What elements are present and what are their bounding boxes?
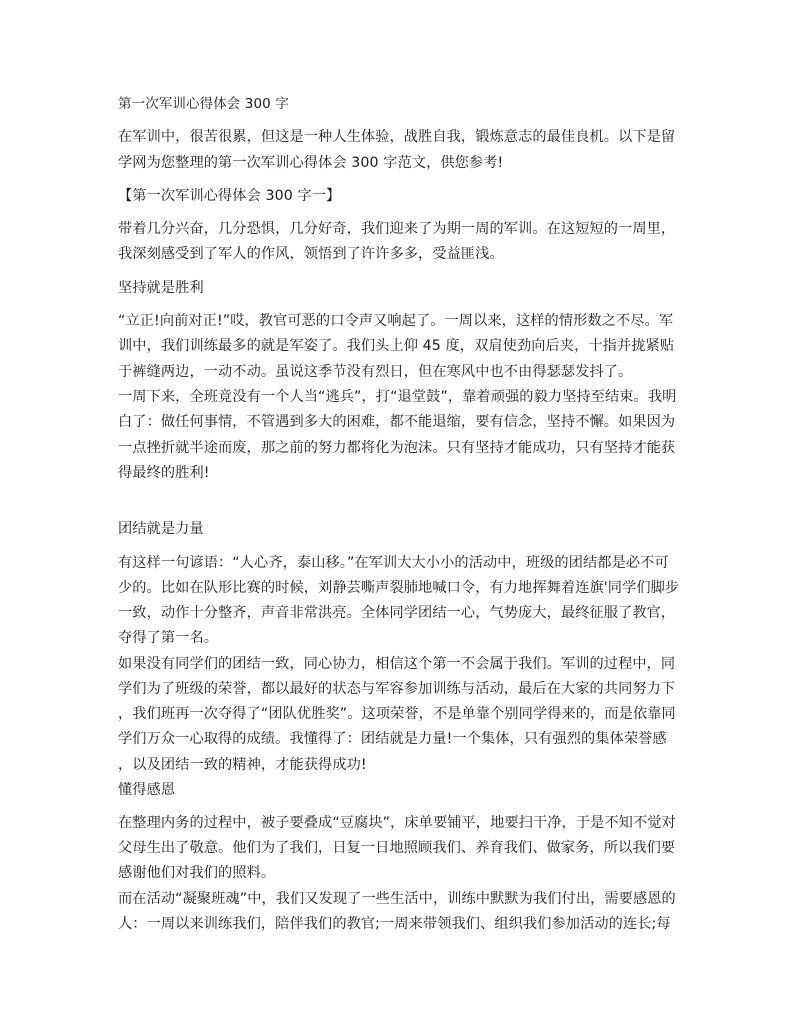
heading-unity: 团结就是力量 [118, 521, 204, 537]
para4-line-3: 一致，动作十分整齐，声音非常洪亮。全体同学团结一心，气势庞大，最终征服了教官， [118, 605, 676, 621]
para4-line-2: 少的。比如在队形比赛的时候，刘静芸嘶声裂肺地喊口令，有力地挥舞着连旗'同学们脚步 [118, 580, 680, 596]
para2-line-3: 于裤缝两边，一动不动。虽说这季节没有烈日，但在寒风中也不由得瑟瑟发抖了。 [118, 364, 633, 380]
para5-line-5: ，以及团结一致的精神，才能获得成功! [118, 757, 367, 773]
para1-line-1: 带着几分兴奋，几分恐惧，几分好奇，我们迎来了为期一周的军训。在这短短的一周里， [118, 221, 676, 237]
para3-line-4: 得最终的胜利! [118, 465, 210, 481]
heading-persistence: 坚持就是胜利 [118, 280, 204, 296]
para2-line-2: 训中，我们训练最多的就是军姿了。我们头上仰 45 度，双肩使劲向后夹，十指并拢紧贴 [118, 338, 675, 354]
para1-line-2: 我深刻感受到了军人的作风，领悟到了许许多多，受益匪浅。 [118, 246, 504, 262]
para7-line-1: 而在活动“凝聚班魂”中，我们又发现了一些生活中，训练中默默为我们付出，需要感恩的 [118, 891, 676, 907]
para6-line-3: 感谢他们对我们的照料。 [118, 865, 276, 881]
intro-line-2: 学网为您整理的第一次军训心得体会 300 字范文，供您参考! [118, 155, 504, 171]
para4-line-4: 夺得了第一名。 [118, 630, 219, 646]
para6-line-2: 父母生出了敬意。他们为了我们，日复一日地照顾我们、养育我们、做家务，所以我们要 [118, 840, 676, 856]
document-title: 第一次军训心得体会 300 字 [118, 96, 289, 112]
para5-line-2: 学们为了班级的荣誉，都以最好的状态与军容参加训练与活动，最后在大家的共同努力下 [118, 681, 676, 697]
intro-line-1: 在军训中，很苦很累，但这是一种人生体验，战胜自我，锻炼意志的最佳良机。以下是留 [118, 129, 676, 145]
para3-line-1: 一周下来，全班竟没有一个人当“逃兵”，打“退堂鼓”，靠着顽强的毅力坚持至结束。我明 [118, 389, 677, 405]
para2-line-1: “立正!向前对正!”哎，教官可恶的口令声又响起了。一周以来，这样的情形数之不尽。军 [118, 313, 674, 329]
para7-line-2: 人：一周以来训练我们，陪伴我们的教官;一周来带领我们、组织我们参加活动的连长;每 [118, 916, 671, 932]
para5-line-4: 学们万众一心取得的成绩。我懂得了：团结就是力量!一个集体，只有强烈的集体荣誉感 [118, 731, 667, 747]
section-title: 【第一次军训心得体会 300 字一】 [118, 188, 341, 204]
para6-line-1: 在整理内务的过程中，被子要叠成“豆腐块”，床单要铺平，地要扫干净，于是不知不觉对 [118, 815, 676, 831]
para3-line-2: 白了：做任何事情，不管遇到多大的困难，都不能退缩，要有信念，坚持不懈。如果因为 [118, 414, 676, 430]
para5-line-1: 如果没有同学们的团结一致，同心协力，相信这个第一不会属于我们。军训的过程中，同 [118, 656, 676, 672]
para5-line-3: ，我们班再一次夺得了“团队优胜奖”。这项荣誉，不是单靠个别同学得来的，而是依靠同 [118, 706, 676, 722]
para4-line-1: 有这样一句谚语：“人心齐，泰山移。”在军训大大小小的活动中，班级的团结都是必不可 [118, 555, 669, 571]
heading-gratitude: 懂得感恩 [118, 782, 176, 798]
para3-line-3: 一点挫折就半途而废，那之前的努力都将化为泡沫。只有坚持才能成功，只有坚持才能获 [118, 440, 676, 456]
